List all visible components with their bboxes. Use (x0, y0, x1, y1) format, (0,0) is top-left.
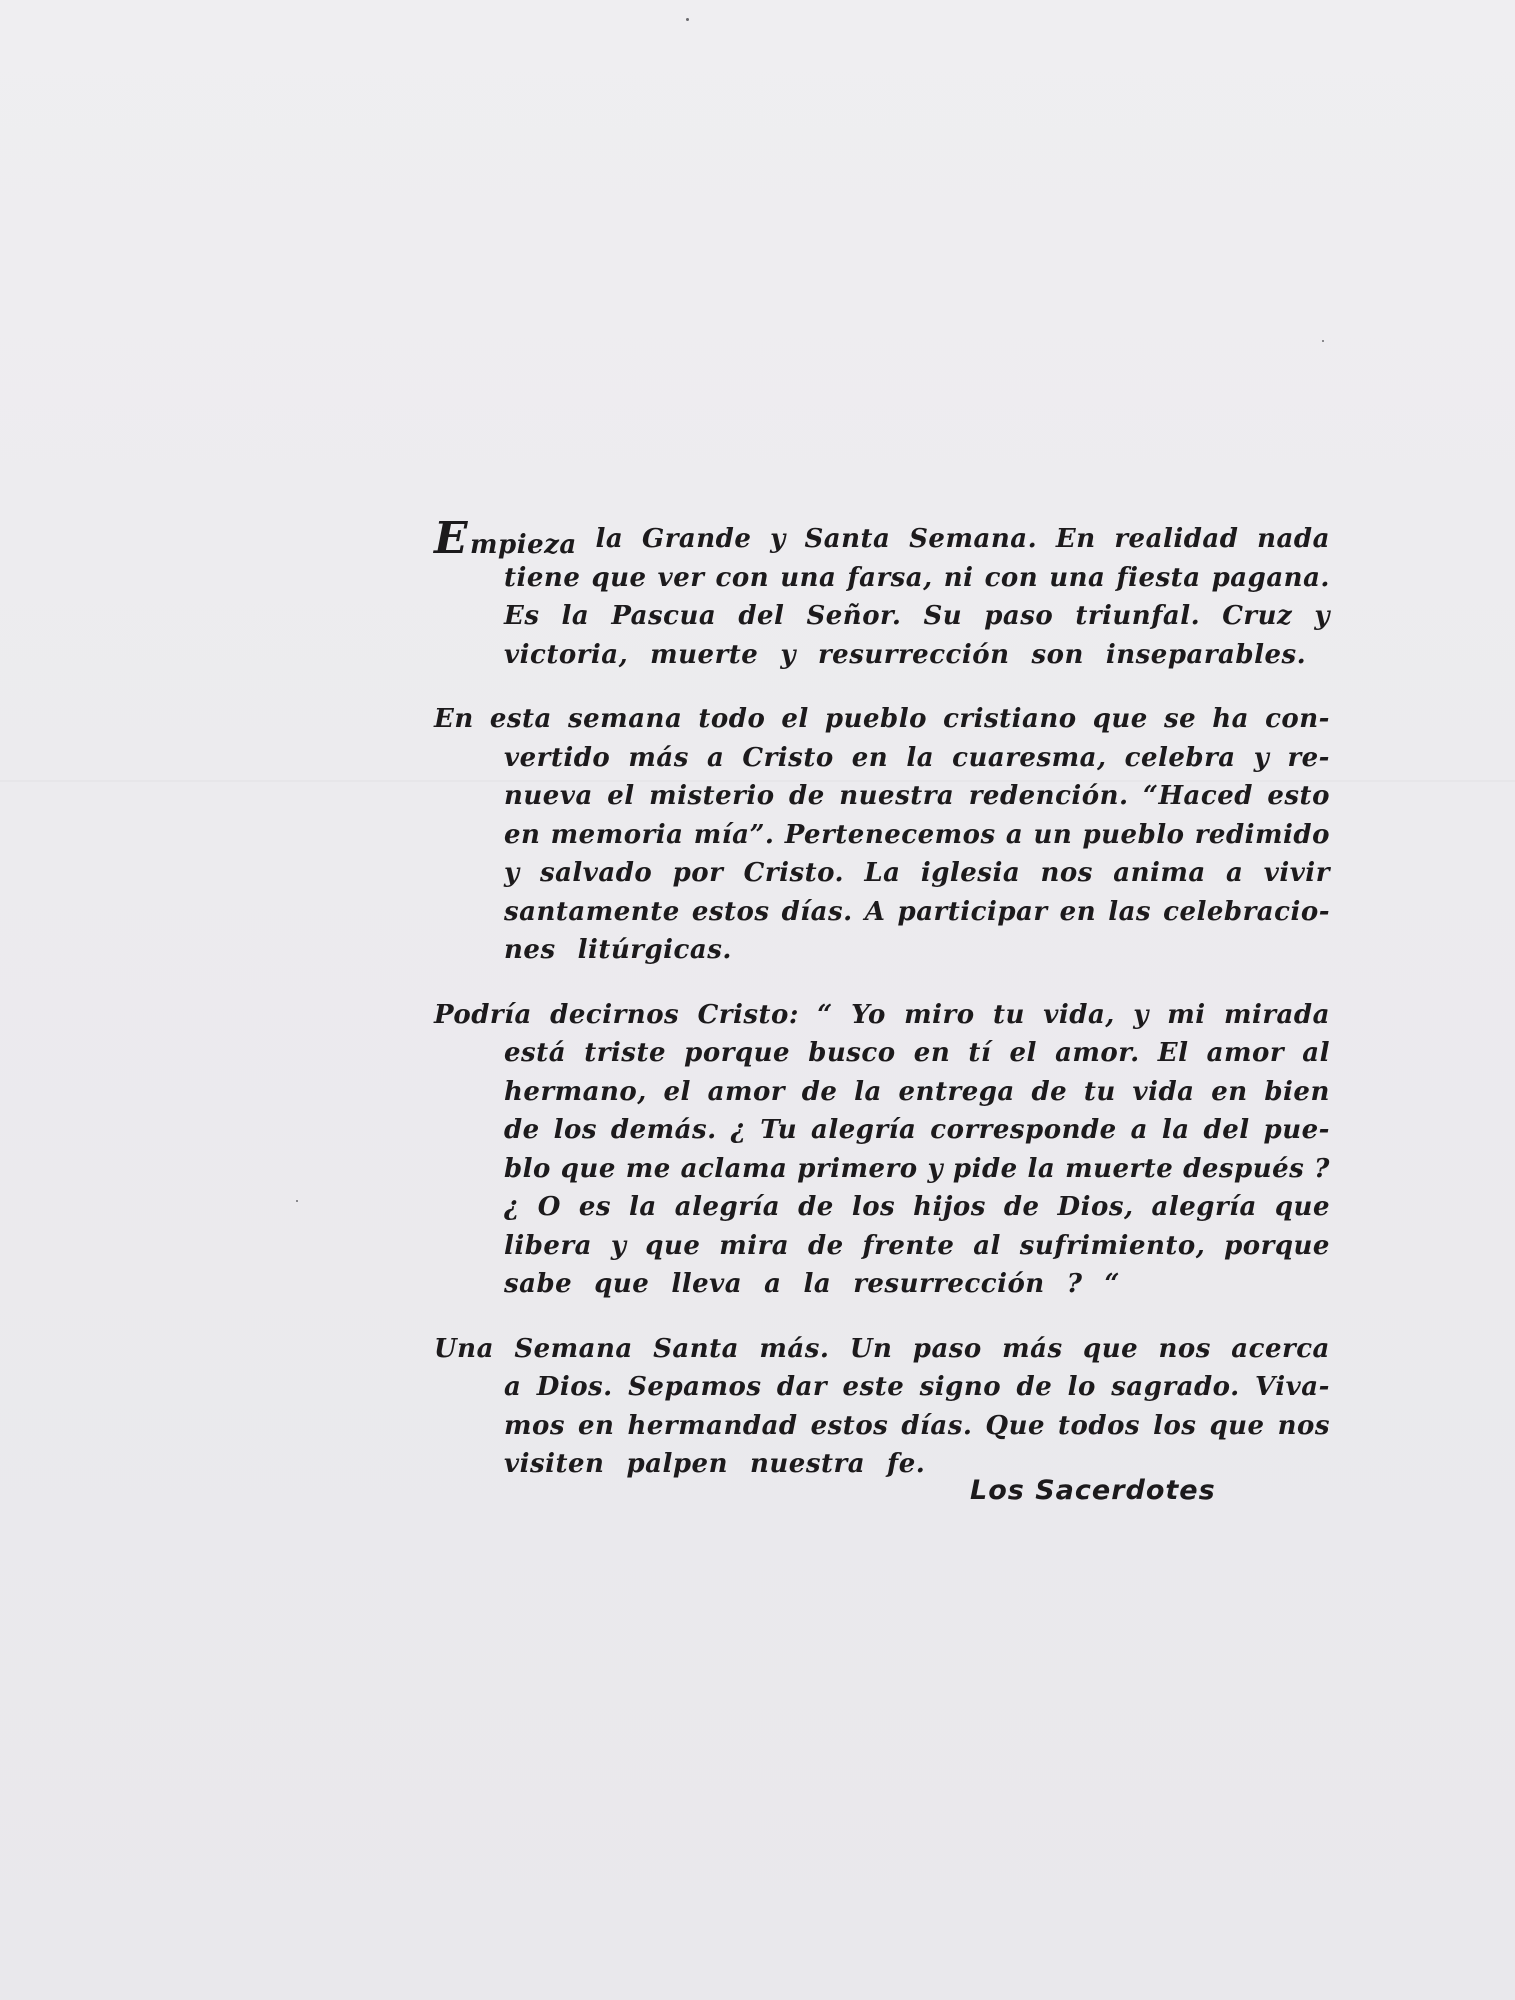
text-line: Podría decirnos Cristo: “ Yo miro tu vida, y mi mirada (434, 999, 1330, 1030)
message-body (434, 513, 1330, 1510)
text-line: Una Semana Santa más. Un paso más que nos acerca (434, 1333, 1330, 1364)
text-line: de los demás. ¿ Tu alegría corresponde a la del pue- (504, 1115, 1330, 1145)
text-line: visiten palpen nuestra fe. (504, 1449, 926, 1479)
text-line: hermano, el amor de la entrega de tu vida en bien (504, 1076, 1330, 1107)
text-line: nueva el misterio de nuestra redención. “Haced esto (504, 781, 1330, 811)
paragraph (434, 700, 1330, 970)
text-line: ¿ O es la alegría de los hijos de Dios, alegría que (504, 1192, 1330, 1222)
text-line: En esta semana todo el pueblo cristiano que se ha con- (434, 704, 1330, 734)
paragraph (434, 996, 1330, 1304)
text-line: y salvado por Cristo. La iglesia nos anima a vivir (504, 858, 1330, 888)
text-line: en memoria mía”. Pertenecemos a un pueblo redimido (504, 819, 1330, 850)
text-line: a Dios. Sepamos dar este signo de lo sagrado. Viva- (504, 1372, 1330, 1402)
text-line: vertido más a Cristo en la cuaresma, celebra y re- (504, 742, 1330, 773)
paper-speck (296, 1200, 298, 1202)
paragraph (434, 513, 1330, 674)
text-line: santamente estos días. A participar en las celebracio- (504, 896, 1330, 927)
signature: Los Sacerdotes (970, 1475, 1216, 1506)
paragraph (434, 1330, 1330, 1484)
text-line: victoria, muerte y resurrección son inseparables. (504, 639, 1307, 670)
text-line: Es la Pascua del Señor. Su paso triunfal. Cruz y (504, 601, 1330, 631)
text-line: está triste porque busco en tí el amor. El amor al (504, 1038, 1330, 1068)
text-line: libera y que mira de frente al sufrimiento, porque (504, 1230, 1330, 1261)
text-line: sabe que lleva a la resurrección ? “ (504, 1269, 1120, 1299)
paper-speck (1322, 340, 1324, 342)
paper-speck (686, 18, 689, 21)
text-line: tiene que ver con una farsa, ni con una fiesta pagana. (504, 562, 1330, 593)
text-line: blo que me aclama primero y pide la muerte después ? (504, 1153, 1330, 1184)
text-line: mos en hermandad estos días. Que todos los que nos (504, 1410, 1330, 1441)
text-line: nes litúrgicas. (504, 935, 732, 965)
text-line: Empieza la Grande y Santa Semana. En realidad nada (434, 513, 1330, 564)
